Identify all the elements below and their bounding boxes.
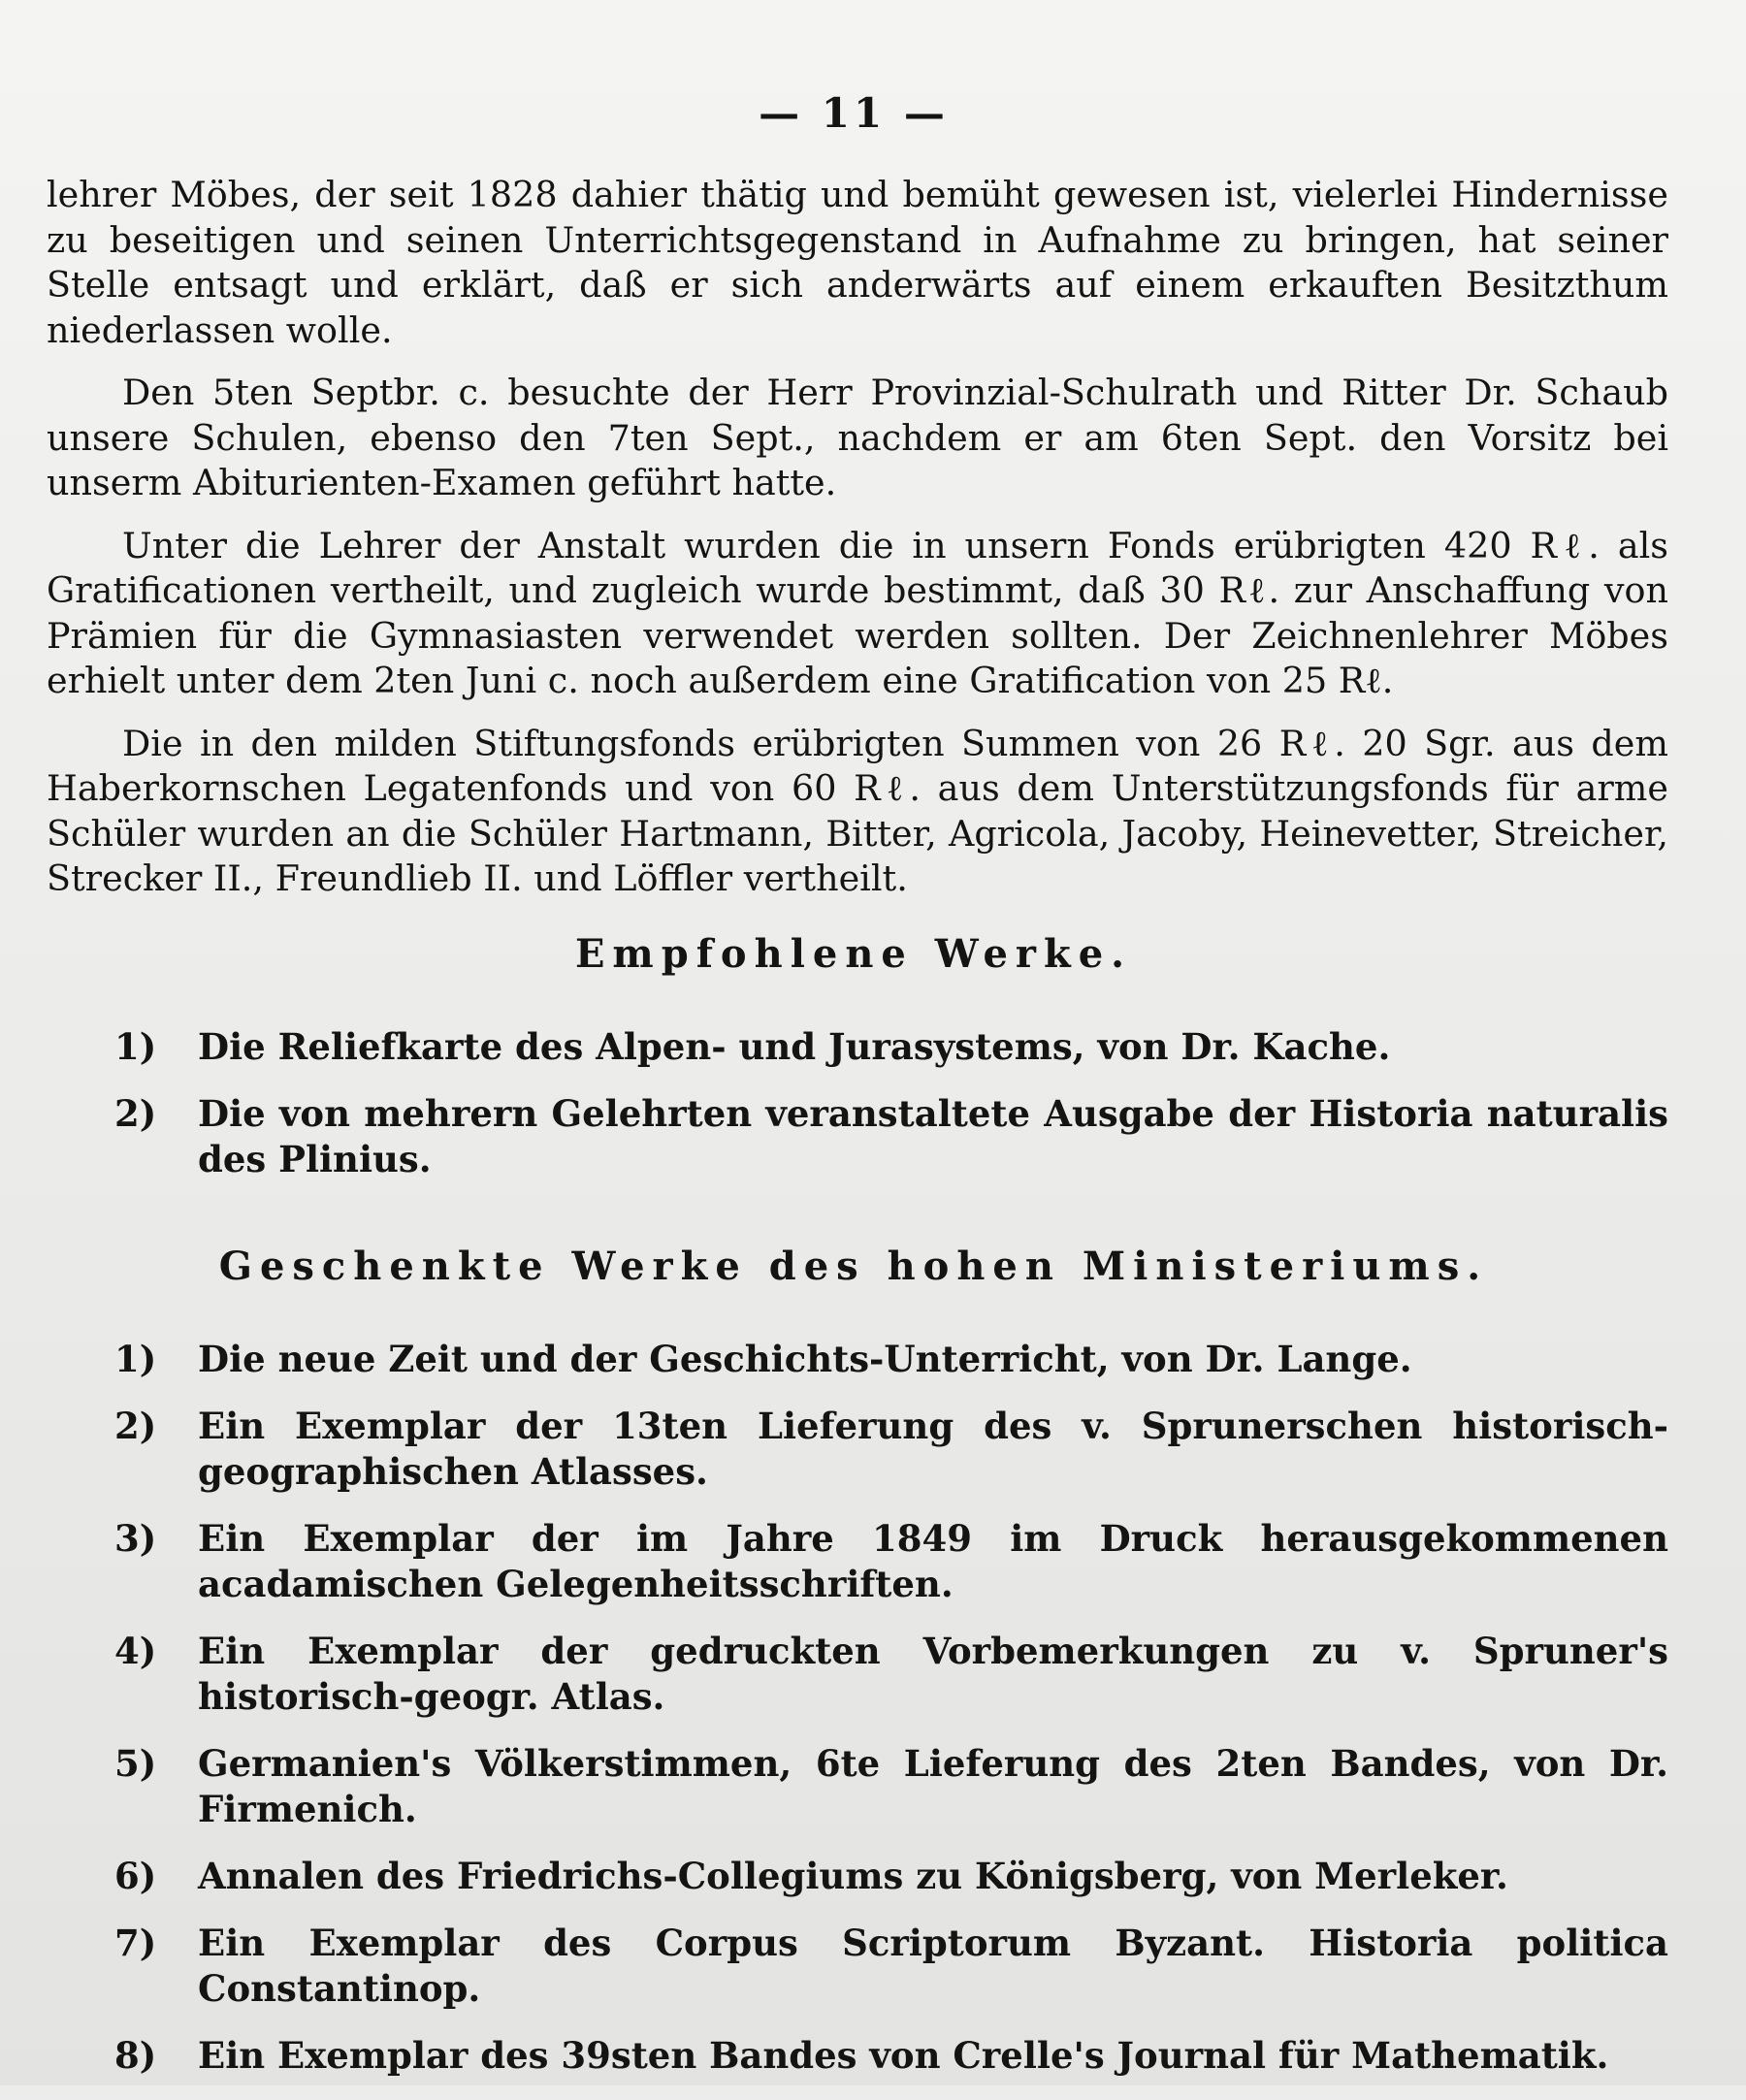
item-text: Die Reliefkarte des Alpen- und Jurasystems, von Dr. Kache.	[198, 1025, 1391, 1068]
item-text: Germanien's Völkerstimmen, 6te Lieferung des 2ten Bandes, von Dr. Firmenich.	[198, 1742, 1668, 1830]
item-number: 2)	[114, 1405, 157, 1447]
page-number: — 11 —	[759, 89, 949, 137]
donated-works-list	[114, 1337, 1668, 2100]
paragraph: Den 5ten Septbr. c. besuchte der Herr Provinzial-Schulrath und Ritter Dr. Schaub unsere Schulen, ebenso den 7ten Sept., nachdem er am 6ten Sept. den Vorsitz bei unserm Abiturienten-Examen geführt hatte.	[47, 372, 1668, 503]
item-text: Ein Exemplar des Corpus Scriptorum Byzant. Historia politica Constantinop.	[198, 1922, 1668, 2010]
item-number: 1)	[114, 1338, 157, 1380]
paragraph: Die in den milden Stiftungsfonds erübrigten Summen von 26 Rℓ. 20 Sgr. aus dem Haberkornschen Legatenfonds und von 60 Rℓ. aus dem Unterstützungsfonds für arme Schüler wurden an die Schüler Hartmann, Bitter, Agricola, Jacoby, Heinevetter, Streicher, Strecker II., Freundlieb II. und Löffler vertheilt.	[47, 722, 1668, 899]
paragraph: lehrer Möbes, der seit 1828 dahier thätig und bemüht gewesen ist, vielerlei Hindernisse zu beseitigen und seinen Unterrichtsgegenstand in Aufnahme zu bringen, hat seiner Stelle entsagt und erklärt, daß er sich anderwärts auf einem erkauften Besitzthum niederlassen wolle.	[47, 174, 1668, 351]
list-item	[114, 1024, 1668, 1070]
item-number: 3)	[114, 1517, 157, 1560]
item-number: 5)	[114, 1742, 157, 1785]
body-text	[47, 173, 1668, 920]
list-item	[114, 2033, 1668, 2079]
list-item	[114, 1629, 1668, 1720]
paragraph: Unter die Lehrer der Anstalt wurden die in unsern Fonds erübrigten 420 Rℓ. als Gratificationen vertheilt, und zugleich wurde bestimmt, daß 30 Rℓ. zur Anschaffung von Prämien für die Gymnasiasten verwendet werden sollten. Der Zeichnenlehrer Möbes erhielt unter dem 2ten Juni c. noch außerdem eine Gratification von 25 Rℓ.	[47, 524, 1668, 701]
item-number: 7)	[114, 1922, 157, 1964]
list-item	[114, 1516, 1668, 1607]
list-item	[114, 1921, 1668, 2012]
item-number: 8)	[114, 2034, 157, 2077]
item-text: Die von mehrern Gelehrten veranstaltete Ausgabe der Historia naturalis des Plinius.	[198, 1092, 1668, 1180]
list-item	[114, 1404, 1668, 1495]
section-heading-donated: Geschenkte Werke des hohen Ministeriums.	[218, 1244, 1489, 1289]
item-text: Ein Exemplar der gedruckten Vorbemerkungen zu v. Spruner's historisch-geogr. Atlas.	[198, 1630, 1668, 1718]
section-heading-recommended: Empfohlene Werke.	[574, 931, 1133, 977]
list-item	[114, 1337, 1668, 1382]
item-number: 6)	[114, 1855, 157, 1897]
list-item	[114, 1741, 1668, 1832]
recommended-works-list	[114, 1024, 1668, 1204]
item-number: 1)	[114, 1025, 157, 1068]
item-text: Die neue Zeit und der Geschichts-Unterricht, von Dr. Lange.	[198, 1338, 1412, 1380]
list-item	[114, 1854, 1668, 1899]
item-text: Ein Exemplar der im Jahre 1849 im Druck herausgekommenen acadamischen Gelegenheitsschriften.	[198, 1517, 1668, 1605]
list-item	[114, 1091, 1668, 1182]
item-number: 2)	[114, 1092, 157, 1135]
item-text: Annalen des Friedrichs-Collegiums zu Königsberg, von Merleker.	[198, 1855, 1508, 1897]
item-text: Ein Exemplar des 39sten Bandes von Crelle's Journal für Mathematik.	[198, 2034, 1609, 2077]
item-text: Ein Exemplar der 13ten Lieferung des v. Sprunerschen historisch-geographischen Atlasses.	[198, 1405, 1668, 1493]
item-number: 4)	[114, 1630, 157, 1672]
